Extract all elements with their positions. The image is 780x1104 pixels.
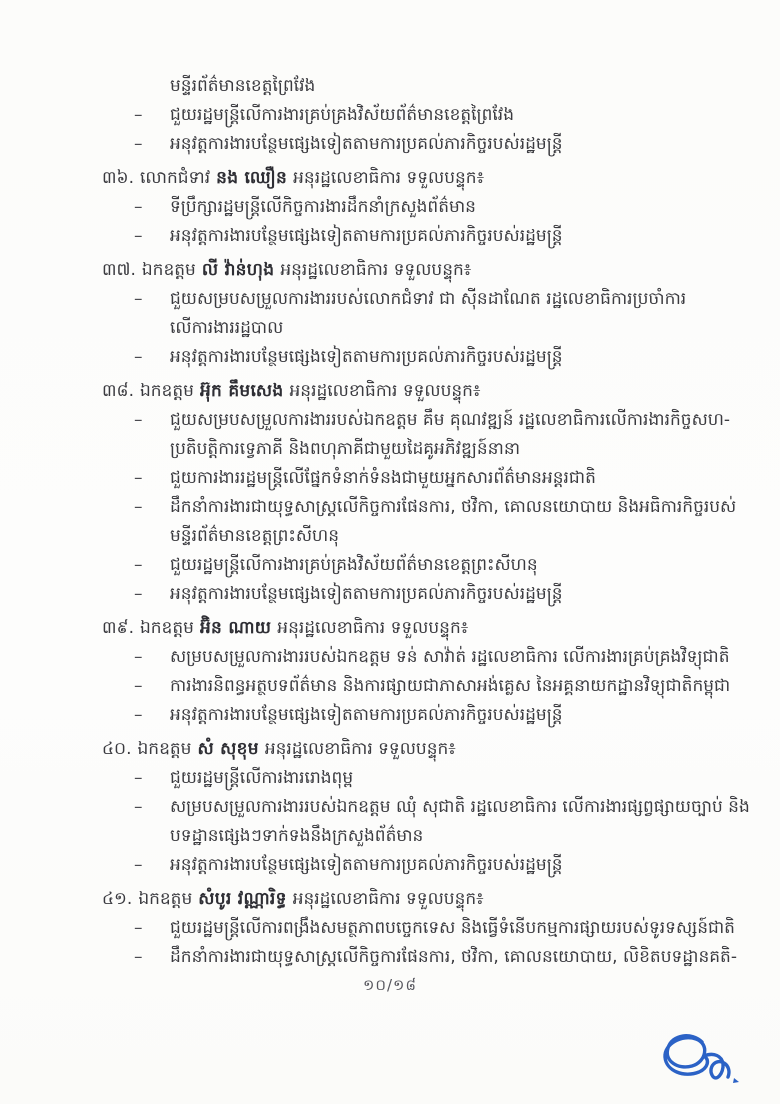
person-name: អ៊ិន ណាយ xyxy=(199,618,272,638)
bullet-text: ដឹកនាំការងារជាយុទ្ធសាស្ត្រលើកិច្ចការផែនការ, ថវិកា, គោលនយោបាយ និងអធិការកិច្ចរបស់មន្ទីរព័ត៌មានខេត្តព្រះសីហនុ xyxy=(170,497,737,546)
bullet-item xyxy=(0,764,780,793)
bullet-text: អនុវត្តការងារបន្ថែមផ្សេងទៀតតាមការប្រគល់ភារកិច្ចរបស់រដ្ឋមន្ត្រី xyxy=(170,134,563,154)
bullet-text: អនុវត្តការងារបន្ថែមផ្សេងទៀតតាមការប្រគល់ភារកិច្ចរបស់រដ្ឋមន្ត្រី xyxy=(170,584,563,604)
section-heading xyxy=(0,256,780,285)
bullet-dash: – xyxy=(134,584,143,604)
bullet-dash: – xyxy=(134,197,143,217)
section-number: ៣៨. xyxy=(102,381,134,401)
bullet-item xyxy=(0,943,780,972)
title-prefix: លោកជំទាវ xyxy=(139,168,211,188)
bullet-item xyxy=(0,343,780,372)
bullet-dash: – xyxy=(134,497,143,517)
section-number: ៤០. xyxy=(102,739,132,759)
section-heading xyxy=(0,164,780,193)
bullet-item xyxy=(0,193,780,222)
bullet-item xyxy=(0,672,780,701)
bullet-text: សម្របសម្រួលការងាររបស់ឯកឧត្តម ឈុំ សុជាតិ រដ្ឋលេខាធិការ លើការងារផ្សព្វផ្សាយច្បាប់ និងបទដ្ឋានផ្សេងៗទាក់ទងនឹងក្រសួងព័ត៌មាន xyxy=(170,797,750,846)
bullet-item xyxy=(0,643,780,672)
bullet-dash: – xyxy=(134,797,143,817)
document-body xyxy=(0,72,780,972)
bullet-text: ជួយសម្របសម្រួលការងាររបស់លោកជំទាវ ជា ស៊ីនដាណែត រដ្ឋលេខាធិការប្រចាំការ លើការងាររដ្ឋបាល xyxy=(170,289,687,338)
bullet-item xyxy=(0,851,780,880)
bullet-dash: – xyxy=(134,555,143,575)
bullet-text: ជួយរដ្ឋមន្ត្រីលើការងារគ្រប់គ្រងវិស័យព័ត៌មានខេត្តព្រះសីហនុ xyxy=(170,555,538,575)
title-prefix: ឯកឧត្តម xyxy=(139,381,194,401)
title-prefix: ឯកឧត្តម xyxy=(138,889,193,909)
bullet-item xyxy=(0,464,780,493)
bullet-item xyxy=(0,580,780,609)
person-name: លី វ៉ាន់ហុង xyxy=(201,260,275,280)
person-name: សំ សុខុម xyxy=(197,739,259,759)
person-name: សំបូរ វណ្ណារិទ្ធ xyxy=(198,889,287,909)
title-prefix: ឯកឧត្តម xyxy=(137,739,192,759)
bullet-dash: – xyxy=(134,468,143,488)
bullet-dash: – xyxy=(134,855,143,875)
bullet-dash: – xyxy=(134,768,143,788)
title-suffix: អនុរដ្ឋលេខាធិការ ទទួលបន្ទុក៖ xyxy=(289,381,481,401)
signature-ink xyxy=(642,1026,760,1100)
person-name: នង ឈឿន xyxy=(216,168,288,188)
bullet-dash: – xyxy=(134,647,143,667)
bullet-item xyxy=(0,130,780,159)
bullet-dash: – xyxy=(134,134,143,154)
bullet-item xyxy=(0,701,780,730)
bullet-item xyxy=(0,914,780,943)
section-number: ៣៩. xyxy=(102,618,134,638)
title-suffix: អនុរដ្ឋលេខាធិការ ទទួលបន្ទុក៖ xyxy=(264,739,456,759)
bullet-item xyxy=(0,493,780,551)
bullet-item xyxy=(0,793,780,851)
bullet-item xyxy=(0,551,780,580)
bullet-text: ជួយរដ្ឋមន្ត្រីលើការងាររោងពុម្ព xyxy=(170,768,354,788)
bullet-dash: – xyxy=(134,347,143,367)
section-number: ៣៧. xyxy=(102,260,136,280)
continuation-line: មន្ទីរព័ត៌មានខេត្តព្រៃវែង xyxy=(170,76,316,96)
bullet-text: អនុវត្តការងារបន្ថែមផ្សេងទៀតតាមការប្រគល់ភារកិច្ចរបស់រដ្ឋមន្ត្រី xyxy=(170,705,563,725)
title-prefix: ឯកឧត្តម xyxy=(139,618,194,638)
section-heading xyxy=(0,885,780,914)
person-name: អ៊ុក គឹមសេង xyxy=(199,381,284,401)
bullet-text: អនុវត្តការងារបន្ថែមផ្សេងទៀតតាមការប្រគល់ភារកិច្ចរបស់រដ្ឋមន្ត្រី xyxy=(170,347,563,367)
bullet-text: ជួយរដ្ឋមន្ត្រីលើការពង្រឹងសមត្ថភាពបច្ចេកទេស និងធ្វើទំនើបកម្មការផ្សាយរបស់ទូរទស្សន៍ជាតិ xyxy=(170,918,735,938)
title-prefix: ឯកឧត្តម xyxy=(141,260,196,280)
bullet-text: ការងារនិពន្ធអត្ថបទព័ត៌មាន និងការផ្សាយជាភាសាអង់គ្លេស នៃអគ្គនាយកដ្ឋានវិទ្យុជាតិកម្ពុជា xyxy=(170,676,731,696)
bullet-item xyxy=(0,222,780,251)
bullet-item xyxy=(0,101,780,130)
bullet-text: ជួយសម្របសម្រួលការងាររបស់ឯកឧត្តម គឹម គុណវឌ្ឍន៍ រដ្ឋលេខាធិការលើការងារកិច្ចសហ-ប្រតិបត្តិការទ្វេភាគី និងពហុភាគីជាមួយដៃគូអភិវឌ្ឍន៍នានា xyxy=(170,410,731,459)
bullet-dash: – xyxy=(134,105,143,125)
section-number: ៤១. xyxy=(102,889,133,909)
bullet-dash: – xyxy=(134,226,143,246)
bullet-dash: – xyxy=(134,918,143,938)
bullet-text: អនុវត្តការងារបន្ថែមផ្សេងទៀតតាមការប្រគល់ភារកិច្ចរបស់រដ្ឋមន្ត្រី xyxy=(170,855,563,875)
title-suffix: អនុរដ្ឋលេខាធិការ ទទួលបន្ទុក៖ xyxy=(292,889,484,909)
bullet-text: សម្របសម្រួលការងាររបស់ឯកឧត្តម ទន់ សាវ៉ាត់ រដ្ឋលេខាធិការ លើការងារគ្រប់គ្រងវិទ្យុជាតិ xyxy=(170,647,730,667)
bullet-text: ទីប្រឹក្សារដ្ឋមន្ត្រីលើកិច្ចការងារដឹកនាំក្រសួងព័ត៌មាន xyxy=(170,197,476,217)
bullet-text: ជួយរដ្ឋមន្ត្រីលើការងារគ្រប់គ្រងវិស័យព័ត៌មានខេត្តព្រៃវែង xyxy=(170,105,514,125)
bullet-dash: – xyxy=(134,705,143,725)
title-suffix: អនុរដ្ឋលេខាធិការ ទទួលបន្ទុក៖ xyxy=(277,618,469,638)
section-heading xyxy=(0,614,780,643)
section-heading xyxy=(0,377,780,406)
page-number: ១០/១៨ xyxy=(363,976,417,994)
title-suffix: អនុរដ្ឋលេខាធិការ ទទួលបន្ទុក៖ xyxy=(293,168,485,188)
bullet-text: ជួយការងាររដ្ឋមន្ត្រីលើផ្នែកទំនាក់ទំនងជាមួយអ្នកសារព័ត៌មានអន្តរជាតិ xyxy=(170,468,596,488)
bullet-dash: – xyxy=(134,410,143,430)
section-number: ៣៦. xyxy=(102,168,134,188)
section-heading xyxy=(0,735,780,764)
bullet-dash: – xyxy=(134,289,143,309)
bullet-dash: – xyxy=(134,947,143,967)
bullet-item xyxy=(0,285,780,343)
bullet-item xyxy=(0,406,780,464)
title-suffix: អនុរដ្ឋលេខាធិការ ទទួលបន្ទុក៖ xyxy=(280,260,472,280)
bullet-dash: – xyxy=(134,676,143,696)
bullet-text: អនុវត្តការងារបន្ថែមផ្សេងទៀតតាមការប្រគល់ភារកិច្ចរបស់រដ្ឋមន្ត្រី xyxy=(170,226,563,246)
bullet-text: ដឹកនាំការងារជាយុទ្ធសាស្ត្រលើកិច្ចការផែនការ, ថវិកា, គោលនយោបាយ, លិខិតបទដ្ឋានគតិ- xyxy=(170,947,737,967)
